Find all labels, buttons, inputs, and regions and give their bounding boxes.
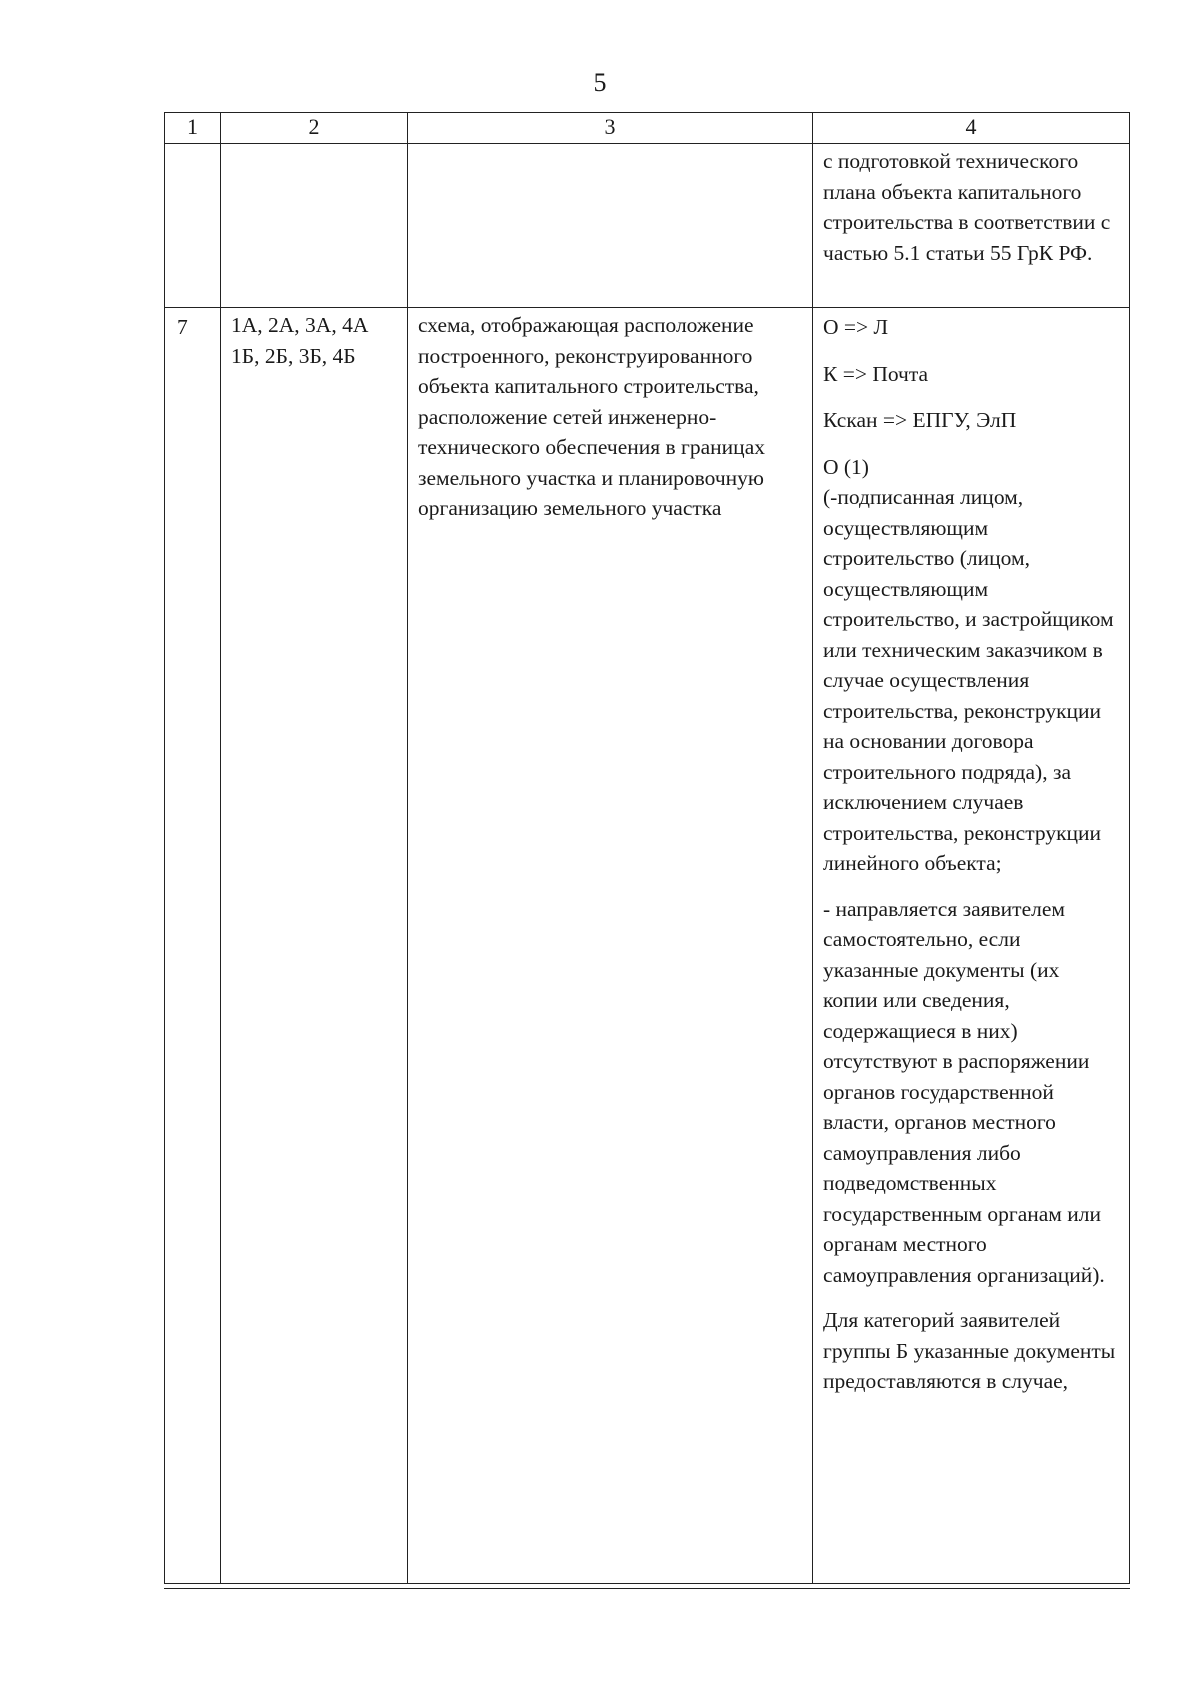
- format-original: О => Л: [823, 315, 889, 339]
- cell-continuation-col2: [221, 144, 408, 308]
- format-copy: К => Почта: [823, 361, 929, 386]
- documents-table: [164, 112, 1130, 1584]
- continuation-text: с подготовкой технического плана объекта капитального строительства в соответствии с частью 5.1 статьи 55 ГрК РФ.: [823, 149, 1111, 265]
- table-row-7: [165, 308, 1130, 1584]
- page-number: 5: [593, 68, 607, 97]
- cell-continuation-col4: [813, 144, 1130, 308]
- document-description: схема, отображающая расположение построенного, реконструированного объекта капитального строительства, расположение сетей инженерно-технического обеспечения в границах земельного участка и планировочную организацию земельного участка: [418, 313, 765, 520]
- table-bottom-rule: [164, 1588, 1130, 1589]
- categories-group-b: 1Б, 2Б, 3Б, 4Б: [231, 343, 356, 368]
- row-number: 7: [177, 315, 188, 339]
- column-header-1: 1: [165, 113, 221, 144]
- note-submission: - направляется заявителем самостоятельно, если указанные документы (их копии или сведения, содержащиеся в них) отсутствуют в распоряжении органов государственной власти, органов местного самоуправления либо подведомственных государственным органам или органам местного самоуправления организаций).: [823, 896, 1105, 1287]
- column-header-3: 3: [408, 113, 813, 144]
- cell-continuation-col1: [165, 144, 221, 308]
- column-header-2: 2: [221, 113, 408, 144]
- note-group-b: Для категорий заявителей группы Б указанные документы предоставляются в случае,: [823, 1308, 1116, 1393]
- categories-group-a: 1А, 2А, 3А, 4А: [231, 313, 369, 337]
- cell-row7-categories: [221, 308, 408, 1584]
- quantity: О (1): [823, 454, 869, 479]
- cell-row7-number: [165, 308, 221, 1584]
- format-scan: Кскан => ЕПГУ, ЭлП: [823, 408, 1017, 432]
- cell-row7-requirements: [813, 308, 1130, 1584]
- note-signature: (-подписанная лицом, осуществляющим строительство (лицом, осуществляющим строительство, и застройщиком или техническим заказчиком в случае осуществления строительства, реконструкции на основании договора строительного подряда), за исключением случаев строительства, реконструкции линейного объекта;: [823, 485, 1114, 875]
- column-header-4: 4: [813, 113, 1130, 144]
- cell-continuation-col3: [408, 144, 813, 308]
- table-row-continuation: [165, 144, 1130, 308]
- cell-row7-document: [408, 308, 813, 1584]
- table-header-row: [165, 113, 1130, 144]
